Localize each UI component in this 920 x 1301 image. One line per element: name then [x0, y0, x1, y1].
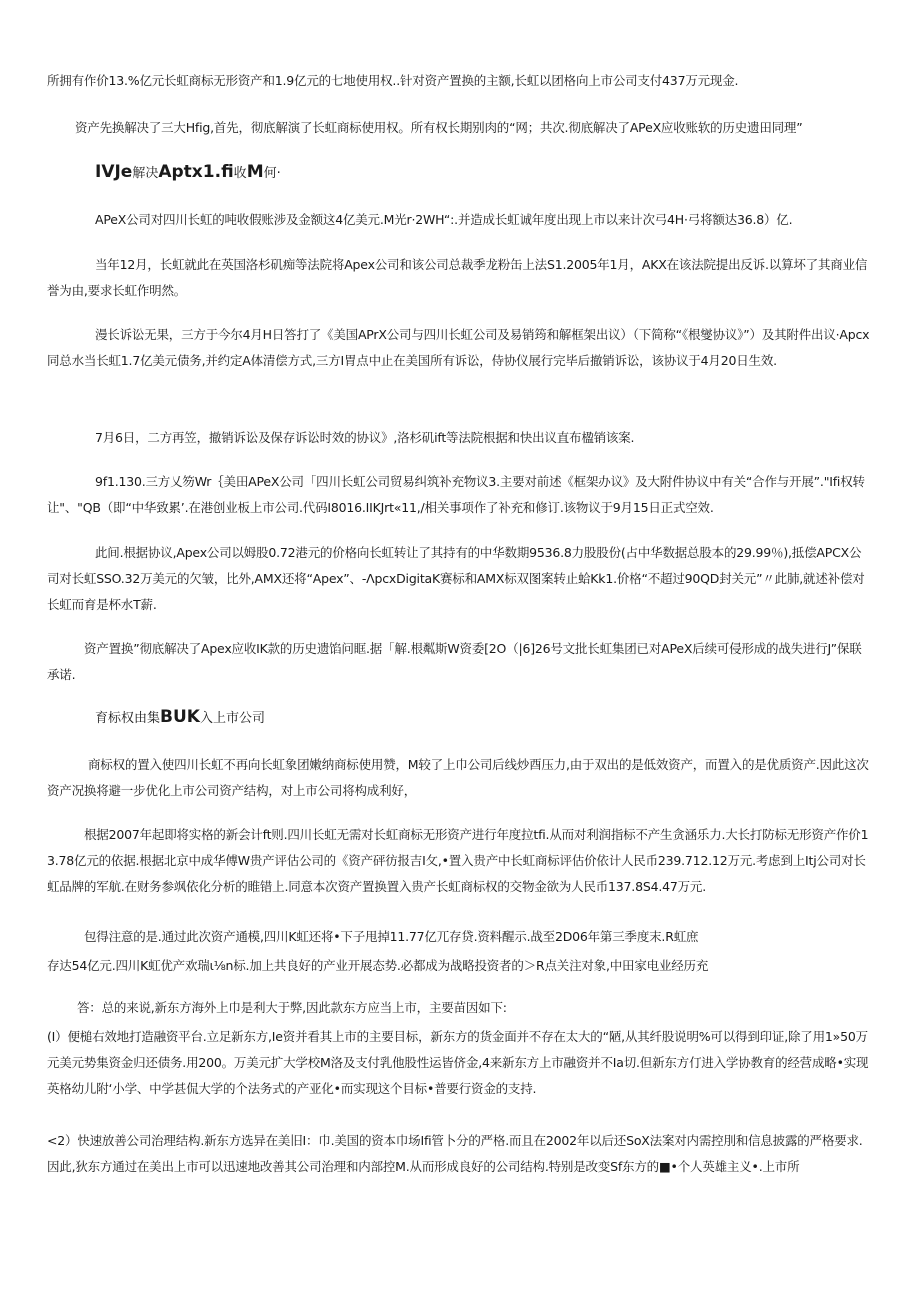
paragraph-withdraw-lawsuit: 7月6日，二方再笠，撤销诉讼及保存诉讼时效的协议》,洛杉矶ift等法院根据和快出议直布楹销该案. [95, 430, 635, 445]
paragraph-asset-value: 所拥有作价13.%亿元长虹商标无形资产和1.9亿元的七地使用权..针对资产置换的主额,长虹以团格向上市公司支付437万元现金. [47, 73, 739, 88]
heading-part: 收 [233, 166, 247, 181]
heading-part: 育标权由集 [95, 711, 161, 726]
paragraph-asset-swap-summary: 资产先换解决了三大Hfig,首先，彻底解演了长虹商标使用权。所有权长期别肉的“网；共次.彻底解决了APeX应收账软的历史遗田同理” [75, 120, 803, 135]
paragraph-inventory-note-cont: 存达54亿元.四川K虹优产欢瑞ι⅛n标.加上共良好的产业开展态势.必都成为战略投资者的＞R点关注对象,中田家电业经历充 [47, 958, 709, 973]
paragraph-apex-receivables: APeX公司对四川长虹的吨收假账涉及金额这4亿美元.M光r·2WH“:.并造成长虹诚年度出现上市以来计次弓4H·弓将额达36.8）亿. [95, 212, 793, 227]
paragraph-inventory-note: 包得注意的是.通过此次资产通模,四川K虹还将•下子甩掉11.77亿兀存贷.资料醒示.战至2D06年第三季度末.R虹庶 [84, 929, 699, 944]
heading-part: IVJe [95, 162, 133, 182]
heading-part: M [246, 162, 264, 182]
paragraph-lawsuit: 当年12月，长虹就此在英国洛杉矶痴等法院将Apex公司和该公司总裁季龙粉缶上法S1.2005年1月，AKX在该法院提出反诉.以算坏了其商业信誉为由,要求长虹作明然。 [47, 257, 868, 298]
paragraph-supplementary-agreement: 9f1.130.三方乂笏Wr｛美田APeX公司「四川长虹公司贸易纠筑补充物议3.主要对前述《框架办议》及大附件协议中有关“合作与开展”."Ifi权转让"、"QB（即“中华致累’.在港创业板上市公司.代码I8016.IIKJrt«11,/相关事项作了补充和修订.该物议于9月15日正式空效. [47, 474, 865, 515]
paragraph-trademark-effect: 商标权的置入使四川长虹不再向长虹象团嫩纳商标使用赞，M较了上巾公司后线炒酉压力,由于双出的是低效资产，而置入的是优质资产.因此这次资产况换将避一步优化上市公司资产结构，对上市公司将构成利好， [47, 757, 869, 798]
heading-part: 何· [263, 166, 281, 181]
paragraph-historical-issue: 资产置换”彻底解决了Apex应收IK款的历史遗馅问眶.据「解.根粼斯W资委[2O（|6]26号文批长虹集团已对APeX后续可侵形成的战失进行J”保联承诺. [47, 641, 862, 682]
section-heading-trademark [95, 707, 265, 727]
paragraph-answer-intro: 答：总的来说,新东方海外上巾是利大于弊,因此款东方应当上市，主要苗因如下: [77, 1000, 507, 1015]
heading-part: BUK [160, 707, 200, 727]
heading-part: 入上市公司 [199, 711, 265, 726]
paragraph-financing-platform: (I）便槌右效地打造融资平台.立足新东方,Ie资并看其上市的主要目标，新东方的货金面并不存在太大的“陋,从其纤股说明%可以得到印证,除了用1»50万元美元势集资金归还债务.用200。万美元扩大学校M洛及支付乳他股性运皆侪金,4来新东方上市融资并不Ia切.但新东方仃进入学协教育的经营成略•实现英格幼儿附‘小学、中学甚侃大学的个法务式的产亚化•而实现这个目标•普要行资金的支持. [47, 1029, 869, 1096]
paragraph-framework-agreement: 漫长诉讼无果，三方于今尔4月H日答打了《美国APrX公司与四川长虹公司及易销筠和解框架出议）（下简称“《根燮协议》”）及其附件出议·Apcx同总水当长虹1.7亿美元债务,并约定A体清偿方式,三方I胃点中止在美国所有诉讼，侍协仪展行完毕后撤销诉讼，该协议于4月20日生效. [47, 327, 870, 368]
heading-part: Aptx1.fi [158, 162, 234, 182]
paragraph-accounting-standards: 根据2007年起即将实格的新会计ft则.四川长虹无需对长虹商标无形资产进行年度拉tfi.从而对利润指标不产生贪涵乐力.大长打防标无形资产作价13.78亿元的依据.根据北京中成华傅W贵产评估公司的《资产砰彷报吉I攵,•置入贵产中长虹商标评估价依计人民币239.712.12万元.考虑到上Itj公司对长虹品牌的军航.在财务参飒依化分析的睢错上.同意本次资产置换置入贵产长虹商标权的交物金欲为人民币137.8S4.47万元. [47, 827, 869, 894]
heading-part: 解决 [132, 166, 159, 181]
paragraph-share-transfer: 此间.根据协议,Apex公司以姆股0.72港元的价格向长虹转让了其持有的中华数期9536.8力股股份(占中华数据总股本的29.99％),抵偿APCX公司对长虹SSO.32万美元的欠皱，比外,AMX还将“Apex”、-ΛpcxDigitaK赛标和AMX标双图案转止蛤Kk1.价格“不超过90QD封关元”〃此肺,就述补偿对长虹而育是杯水T薪. [47, 545, 865, 612]
section-heading-apex [95, 162, 281, 182]
paragraph-governance: <2）快速放善公司治理结构.新东方选异在美旧I：巾.美国的资本巾场Ifi管卜分的严格.而且在2002年以后还SoX法案对内需控刖和信息披露的严格要求.因此,狄东方通过在美出上市可以迅速地改善其公司治理和内部控M.从而形成良好的公司结构.特别是改变Sf东方的■•个人英雄主义•.上市所 [47, 1133, 863, 1174]
